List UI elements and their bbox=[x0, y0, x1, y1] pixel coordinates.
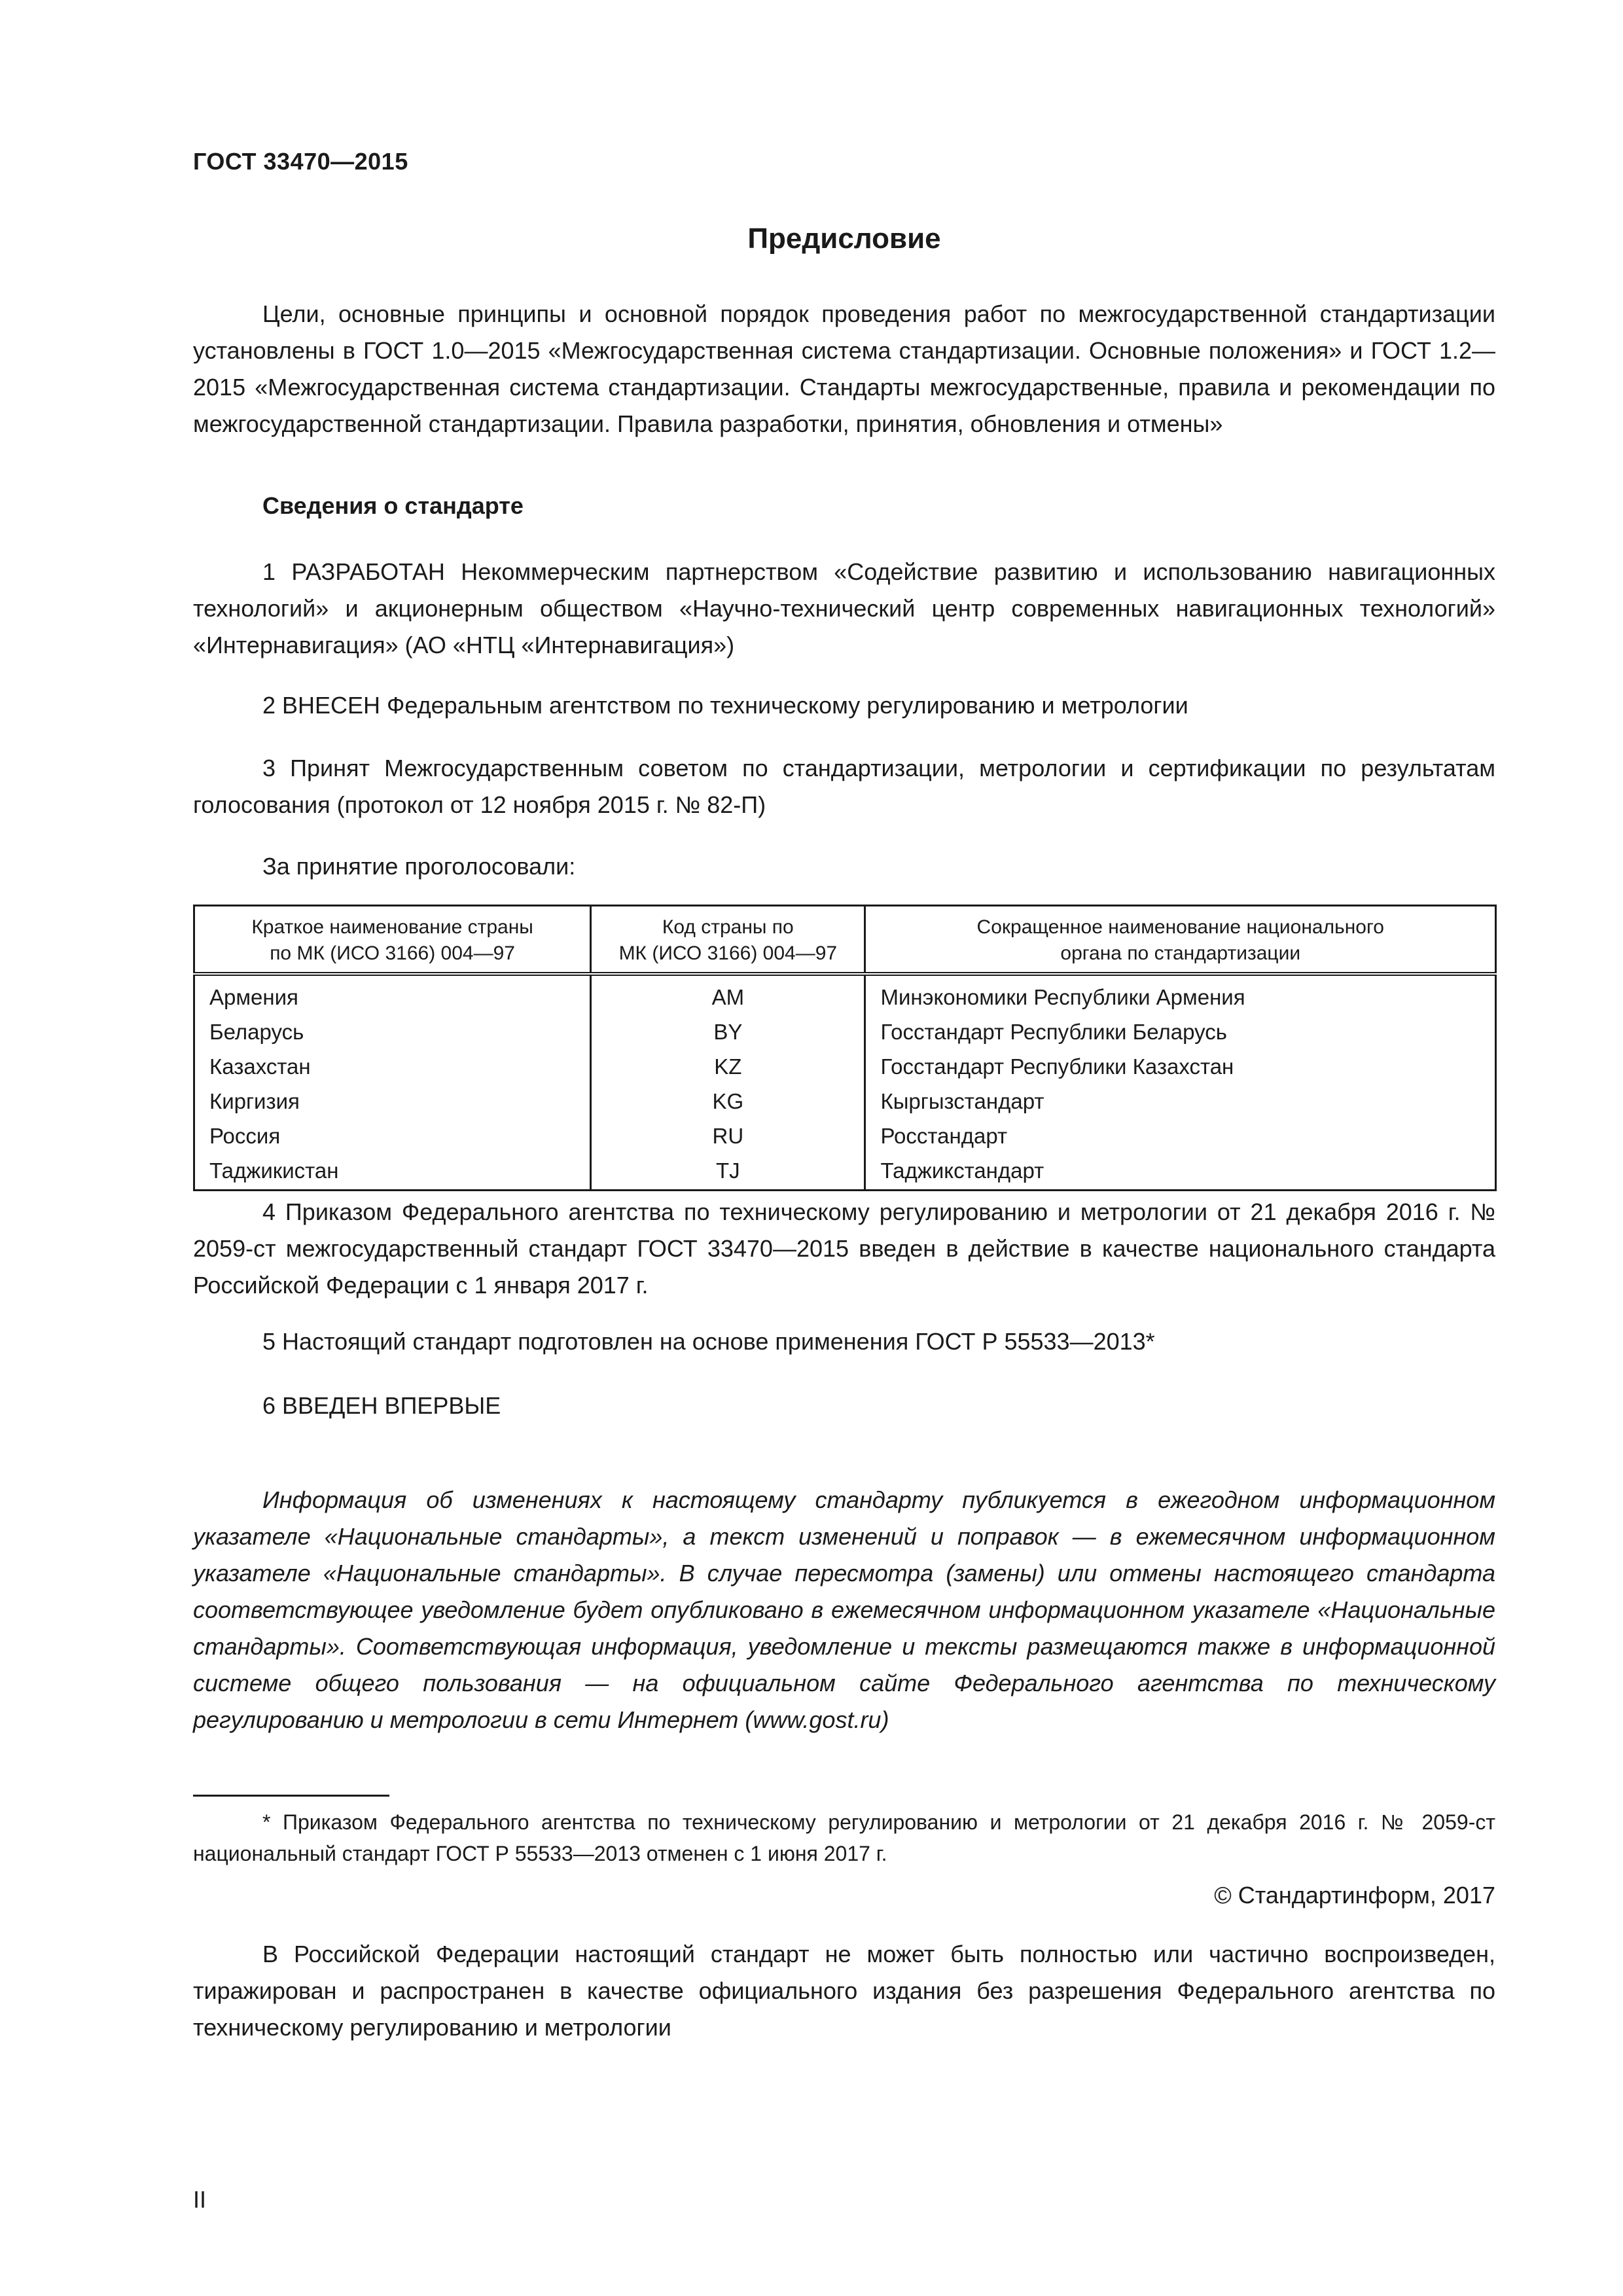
header-code-line-2: МК (ИСО 3166) 004—97 bbox=[618, 942, 838, 964]
code-cell: RU bbox=[591, 1119, 865, 1153]
copyright: © Стандартинформ, 2017 bbox=[1214, 1882, 1495, 1909]
body-cell: Кыргызстандарт bbox=[865, 1084, 1496, 1119]
header-country-line-1: Краткое наименование страны bbox=[251, 916, 533, 938]
code-cell: TJ bbox=[591, 1153, 865, 1191]
country-cell: Киргизия bbox=[194, 1084, 591, 1119]
item-6-first-introduced: 6 ВВЕДЕН ВПЕРВЫЕ bbox=[262, 1392, 501, 1419]
table-row bbox=[194, 1049, 1496, 1084]
voting-table bbox=[193, 905, 1497, 1191]
changes-notice: Информация об изменениях к настоящему стандарту публикуется в ежегодном информационном указателе «Национальные стандарты», а текст изменений и поправок — в ежемесячном информационном указателе «Национальные стандарты». В случае пересмотра (замены) или отмены настоящего стандарта соответствующее уведомление будет опубликовано в ежемесячном информационном указателе «Национальные стандарты». Соответствующая информация, уведомление и тексты размещаются также в информационной системе общего пользования — на официальном сайте Федерального агентства по техническому регулированию и метрологии в сети Интернет (www.gost.ru) bbox=[193, 1486, 1495, 1733]
header-country-line-2: по МК (ИСО 3166) 004—97 bbox=[270, 942, 515, 964]
header-country bbox=[194, 906, 591, 975]
intro-paragraph: Цели, основные принципы и основной порядок проведения работ по межгосударственной стандартизации установлены в ГОСТ 1.0—2015 «Межгосударственная система стандартизации. Основные положения» и ГОСТ 1.2—2015 «Межгосударственная система стандартизации. Стандарты межгосударственные, правила и рекомендации по межгосударственной стандартизации. Правила разработки, принятия, обновления и отмены» bbox=[193, 300, 1495, 437]
country-cell: Беларусь bbox=[194, 1014, 591, 1049]
code-cell: BY bbox=[591, 1014, 865, 1049]
table-row bbox=[194, 1153, 1496, 1191]
table-row bbox=[194, 974, 1496, 1014]
header-code bbox=[591, 906, 865, 975]
body-cell: Госстандарт Республики Казахстан bbox=[865, 1049, 1496, 1084]
item-1-developed: 1 РАЗРАБОТАН Некоммерческим партнерством «Содействие развитию и использованию навигационных технологий» и акционерным обществом «Научно-технический центр современных навигационных технологий» «Интернавигация» (АО «НТЦ «Интернавигация») bbox=[193, 558, 1495, 658]
item-3-adopted: 3 Принят Межгосударственным советом по стандартизации, метрологии и сертификации по результатам голосования (протокол от 12 ноября 2015 г. № 82-П) bbox=[193, 755, 1495, 818]
page-number: II bbox=[193, 2186, 207, 2213]
header-body-line-2: органа по стандартизации bbox=[1060, 942, 1301, 964]
footnote: * Приказом Федерального агентства по техническому регулированию и метрологии от 21 декабря 2016 г. № 2059-ст национальный стандарт ГОСТ Р 55533—2013 отменен с 1 июня 2017 г. bbox=[193, 1810, 1495, 1865]
country-cell: Казахстан bbox=[194, 1049, 591, 1084]
header-body bbox=[865, 906, 1496, 975]
item-5-based-on: 5 Настоящий стандарт подготовлен на основе применения ГОСТ Р 55533—2013* bbox=[262, 1328, 1155, 1355]
body-cell: Росстандарт bbox=[865, 1119, 1496, 1153]
country-cell: Армения bbox=[194, 974, 591, 1014]
code-cell: AM bbox=[591, 974, 865, 1014]
table-row bbox=[194, 1014, 1496, 1049]
table-row bbox=[194, 1084, 1496, 1119]
item-4-enacted: 4 Приказом Федерального агентства по техническому регулированию и метрологии от 21 декабря 2016 г. № 2059-ст межгосударственный стандарт ГОСТ 33470—2015 введен в действие в качестве национального стандарта Российской Федерации с 1 января 2017 г. bbox=[193, 1198, 1495, 1299]
country-cell: Россия bbox=[194, 1119, 591, 1153]
code-cell: KZ bbox=[591, 1049, 865, 1084]
page-title: Предисловие bbox=[747, 223, 941, 255]
body-cell: Госстандарт Республики Беларусь bbox=[865, 1014, 1496, 1049]
footnote-divider bbox=[193, 1795, 389, 1797]
rights-notice: В Российской Федерации настоящий стандарт не может быть полностью или частично воспроизведен, тиражирован и распространен в качестве официального издания без разрешения Федерального агентства по техническому регулированию и метрологии bbox=[193, 1941, 1495, 2041]
standard-code: ГОСТ 33470—2015 bbox=[193, 148, 408, 175]
body-cell: Таджикстандарт bbox=[865, 1153, 1496, 1191]
item-2-submitted: 2 ВНЕСЕН Федеральным агентством по техническому регулированию и метрологии bbox=[262, 692, 1188, 719]
header-code-line-1: Код страны по bbox=[662, 916, 794, 938]
info-heading: Сведения о стандарте bbox=[262, 492, 524, 519]
code-cell: KG bbox=[591, 1084, 865, 1119]
body-cell: Минэкономики Республики Армения bbox=[865, 974, 1496, 1014]
voted-label: За принятие проголосовали: bbox=[262, 853, 576, 880]
country-cell: Таджикистан bbox=[194, 1153, 591, 1191]
table-header-row bbox=[194, 906, 1496, 975]
table-row bbox=[194, 1119, 1496, 1153]
header-body-line-1: Сокращенное наименование национального bbox=[976, 916, 1384, 938]
